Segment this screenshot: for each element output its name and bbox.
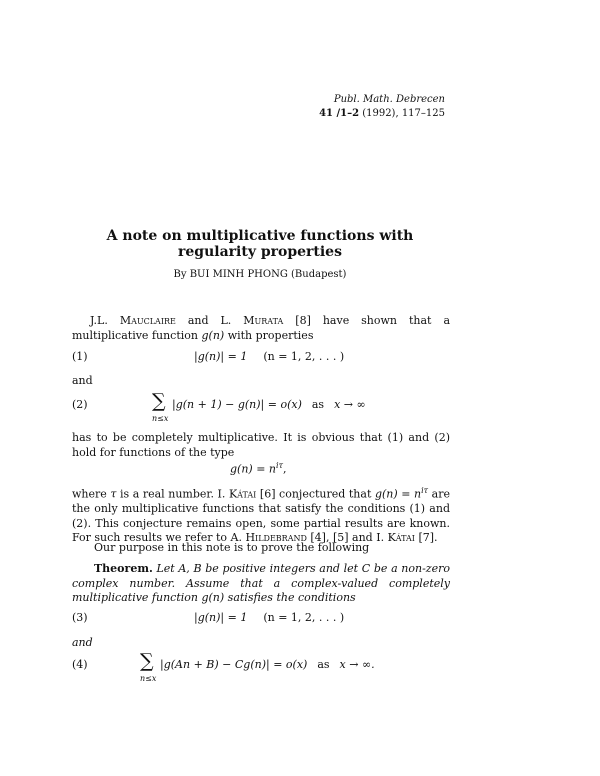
author-byline: By BUI MINH PHONG (Budapest) xyxy=(173,269,347,280)
author-hildebrand: Hildebrand xyxy=(245,531,307,545)
sum-index: n≤x xyxy=(140,674,157,683)
equation-lhs: |g(n)| = 1 xyxy=(194,350,248,363)
volume: 41 /1–2 xyxy=(319,108,360,119)
year-pages: (1992), 117–125 xyxy=(359,108,445,119)
and-text-1: and xyxy=(72,374,93,387)
author-mauclaire: Mauclaire xyxy=(119,314,176,327)
equation-3 xyxy=(72,611,450,629)
paragraph-1: J.L. Mauclaire and L. Murata [8] have shown that a multiplicative function g(n) with properties xyxy=(72,314,450,342)
equation-1 xyxy=(72,350,450,368)
sum-symbol: ∑ xyxy=(140,650,154,672)
sum-index: n≤x xyxy=(152,414,169,423)
paper-title xyxy=(0,228,520,260)
theorem-label: Theorem. xyxy=(94,562,153,575)
equation-2: (2) ∑ n≤x |g(n + 1) − g(n)| = o(x) as x → ∞ xyxy=(72,390,366,423)
equation-body: |g(n + 1) − g(n)| = o(x) xyxy=(172,398,302,411)
title-line-2: regularity properties xyxy=(178,244,342,260)
equation-number: (2) xyxy=(72,398,88,411)
and-text-2: and xyxy=(72,636,93,649)
equation-number: (4) xyxy=(72,658,88,671)
equation-type: $g(n) = n^{i\tau}$, xyxy=(230,461,287,476)
equation-lhs: |g(n)| = 1 xyxy=(194,611,248,624)
equation-number: (3) xyxy=(72,611,88,624)
author-murata: Murata xyxy=(243,314,284,327)
title-line-1: A note on multiplicative functions with xyxy=(106,228,414,244)
equation-body: |g(An + B) − Cg(n)| = o(x) xyxy=(160,658,308,671)
equation-condition: (n = 1, 2, . . . ) xyxy=(263,611,345,624)
paragraph-4: Our purpose in this note is to prove the following xyxy=(94,541,370,554)
equation-4: (4) ∑ n≤x |g(An + B) − Cg(n)| = o(x) as x → ∞. xyxy=(72,650,375,683)
theorem-block xyxy=(72,562,450,606)
author-katai: Kátai xyxy=(228,487,257,501)
equation-number: (1) xyxy=(72,350,88,363)
paragraph-2: has to be completely multiplicative. It is obvious that (1) and (2) hold for functions of the type xyxy=(72,431,450,459)
sum-symbol: ∑ xyxy=(152,390,166,412)
author-katai-2: Kátai xyxy=(387,531,415,545)
equation-condition: (n = 1, 2, . . . ) xyxy=(263,350,345,363)
paragraph-3: where τ is a real number. I. Kátai [6] conjectured that $g(n) = n^{i\tau}$ are the only multiplicative functions that satisfy the conditions (1) and (2). This conjecture remains open, some partial results are known. For such results we refer to A. Hildebrand [4], [5] and I. Kátai [7]. xyxy=(72,486,450,545)
journal-name: Publ. Math. Debrecen xyxy=(333,94,445,105)
theorem-text: Let A, B be positive integers and let C be a non-zero complex number. Assume that a complex-valued completely multiplicative function g(n) satisfies the conditions xyxy=(72,562,450,604)
journal-volume-line xyxy=(319,108,445,119)
